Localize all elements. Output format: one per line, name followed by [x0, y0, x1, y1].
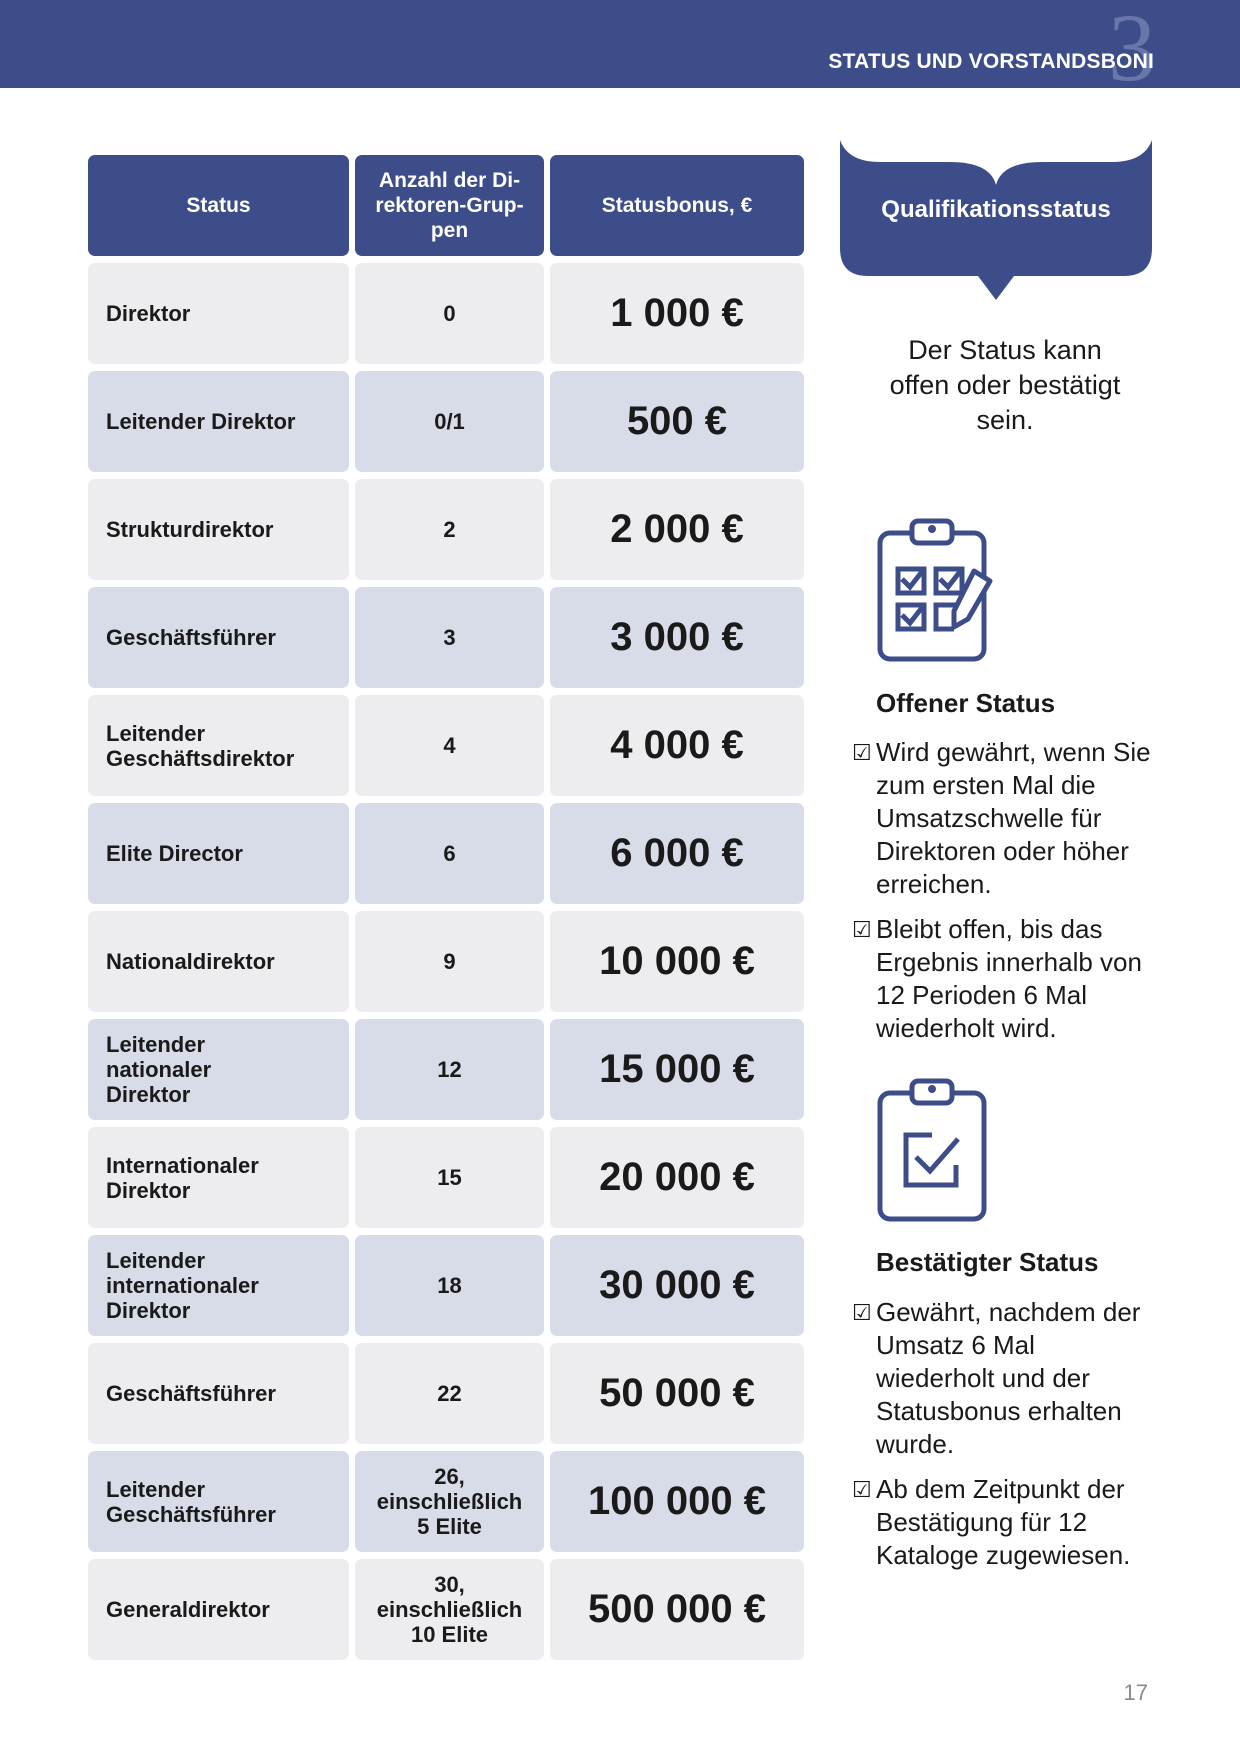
table-row — [88, 695, 804, 796]
checkbox-icon: ☑ — [852, 917, 872, 942]
chapter-number: 3 — [1108, 0, 1156, 101]
list-item: ☑ Bleibt offen, bis das Ergebnis innerhalb von 12 Perioden 6 Mal wiederholt wird. — [852, 914, 1142, 1043]
groups-cell: 30, einschließlich 10 Elite — [376, 1572, 523, 1647]
groups-cell: 9 — [443, 949, 456, 974]
confirmed-status-title: Bestätigter Status — [876, 1247, 1099, 1277]
bonus-cell: 2 000 € — [610, 507, 744, 551]
header-status: Status — [88, 155, 349, 256]
table-row — [88, 1127, 804, 1228]
status-cell: Direktor — [106, 301, 191, 326]
groups-cell: 15 — [437, 1165, 462, 1190]
groups-cell: 6 — [443, 841, 456, 866]
bonus-cell: 3 000 € — [610, 615, 744, 659]
header-groups: Anzahl der Di-rektoren-Grup-pen — [355, 155, 544, 256]
groups-cell: 26, einschließlich 5 Elite — [376, 1464, 523, 1539]
groups-cell: 2 — [443, 517, 456, 542]
groups-cell: 12 — [437, 1057, 462, 1082]
list-item: ☑ Wird gewährt, wenn Sie zum ersten Mal die Umsatzschwelle für Direktoren oder höher erreichen. — [852, 737, 1151, 899]
table-header-row — [88, 155, 804, 256]
checkbox-icon: ☑ — [852, 740, 872, 765]
bonus-cell: 30 000 € — [599, 1263, 755, 1307]
list-item: ☑ Gewährt, nachdem der Umsatz 6 Mal wiederholt und der Statusbonus erhalten wurde. — [852, 1297, 1141, 1459]
table-row — [88, 263, 804, 364]
table-row — [88, 479, 804, 580]
bonus-cell: 100 000 € — [588, 1479, 766, 1523]
status-cell: Internationaler Direktor — [106, 1152, 259, 1203]
header-bonus: Statusbonus, € — [550, 155, 804, 256]
table-row — [88, 587, 804, 688]
status-cell: Leitender Geschäftsdirektor — [106, 720, 295, 771]
open-status-list — [852, 736, 1152, 1057]
groups-cell: 3 — [443, 625, 456, 650]
bonus-cell: 500 € — [626, 399, 728, 443]
table-row — [88, 1019, 804, 1120]
table-row — [88, 371, 804, 472]
groups-cell: 0/1 — [434, 409, 465, 434]
bonus-cell: 500 000 € — [588, 1587, 766, 1631]
groups-cell: 4 — [443, 733, 456, 758]
table-row — [88, 1343, 804, 1444]
table-row — [88, 1559, 804, 1660]
bonus-cell: 50 000 € — [599, 1371, 755, 1415]
status-cell: Geschäftsführer — [106, 625, 276, 650]
clipboard-checklist-icon — [874, 515, 1004, 665]
table-row — [88, 911, 804, 1012]
qualification-banner-label: Qualifikationsstatus — [881, 196, 1111, 223]
status-cell: Leitender internationaler Direktor — [106, 1248, 259, 1323]
bonus-cell: 15 000 € — [599, 1047, 755, 1091]
groups-cell: 0 — [443, 301, 456, 326]
bonus-cell: 4 000 € — [610, 723, 744, 767]
section-header-title: STATUS UND VORSTANDSBONI — [828, 50, 1154, 73]
status-cell: Elite Director — [106, 841, 243, 866]
status-bonus-table — [88, 155, 804, 1667]
status-cell: Generaldirektor — [106, 1597, 270, 1622]
status-cell: Leitender Geschäftsführer — [106, 1476, 276, 1527]
status-cell: Geschäftsführer — [106, 1381, 276, 1406]
bonus-cell: 20 000 € — [599, 1155, 755, 1199]
list-item: ☑ Ab dem Zeitpunkt der Bestätigung für 12 Kataloge zugewiesen. — [852, 1474, 1131, 1570]
status-cell: Leitender nationaler Direktor — [106, 1032, 212, 1107]
status-cell: Strukturdirektor — [106, 517, 274, 542]
header-bar — [0, 0, 1240, 88]
open-status-title: Offener Status — [876, 688, 1056, 718]
bonus-cell: 10 000 € — [599, 939, 755, 983]
checkbox-icon: ☑ — [852, 1477, 872, 1502]
table-row — [88, 1235, 804, 1336]
page-number: 17 — [1123, 1680, 1148, 1705]
clipboard-check-icon — [874, 1075, 994, 1225]
bonus-cell: 1 000 € — [610, 291, 744, 335]
bonus-cell: 6 000 € — [610, 831, 744, 875]
groups-cell: 22 — [437, 1381, 462, 1406]
groups-cell: 18 — [437, 1273, 462, 1298]
checkbox-icon: ☑ — [852, 1300, 872, 1325]
confirmed-status-list — [852, 1296, 1152, 1584]
table-row — [88, 803, 804, 904]
status-cell: Leitender Direktor — [106, 409, 296, 434]
status-intro-text: Der Status kann offen oder bestätigt sein. — [889, 335, 1121, 435]
status-cell: Nationaldirektor — [106, 949, 275, 974]
table-row — [88, 1451, 804, 1552]
